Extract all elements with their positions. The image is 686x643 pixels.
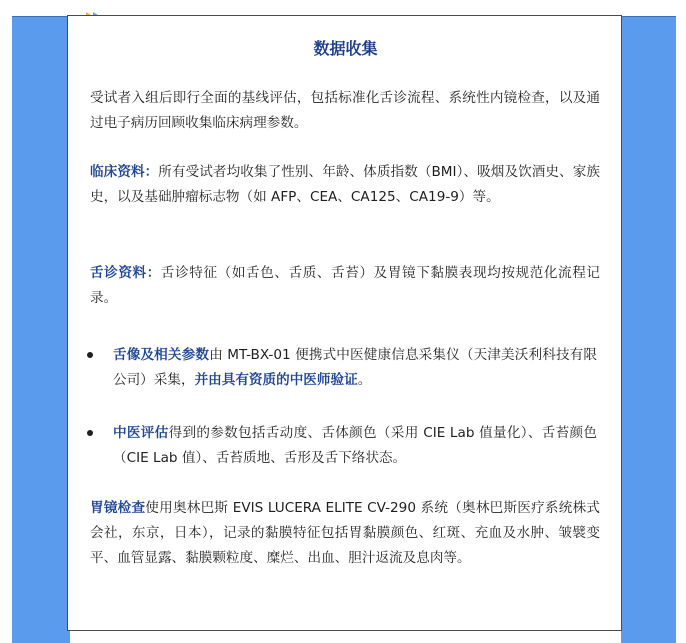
- intro-paragraph: [90, 86, 600, 136]
- left-blue-band: [12, 16, 70, 643]
- clinical-text: 所有受试者均收集了性别、年龄、体质指数（BMI）、吸烟及饮酒史、家族史，以及基础肿瘤标志物（如 AFP、CEA、CA125、CA19-9）等。: [90, 164, 600, 205]
- clinical-label: 临床资料：: [90, 164, 159, 180]
- clinical-paragraph: [90, 160, 600, 210]
- right-blue-band: [621, 16, 676, 643]
- gastroscopy-label: 胃镜检查: [90, 500, 146, 516]
- list-item-tcm-assessment: [113, 421, 597, 471]
- tcm-assessment-text: 得到的参数包括舌动度、舌体颜色（采用 CIE Lab 值量化）、舌苔颜色（CIE Lab 值）、舌苔质地、舌形及舌下络状态。: [113, 425, 597, 466]
- content-card: [67, 15, 622, 631]
- tongue-image-emphasis: 并由具有资质的中医师验证: [194, 372, 358, 388]
- gastroscopy-paragraph: [90, 496, 600, 571]
- list-item-tongue-image: [113, 343, 597, 393]
- tongue-image-label: 舌像及相关参数: [113, 347, 210, 363]
- tongue-image-text: 由 MT-BX-01 便携式中医健康信息采集仪（天津美沃利科技有限公司）采集，: [113, 347, 598, 388]
- tongue-image-tail: 。: [357, 372, 372, 388]
- bullet-dot: [87, 352, 93, 358]
- tcm-assessment-label: 中医评估: [113, 425, 169, 441]
- gastroscopy-text: 使用奥林巴斯 EVIS LUCERA ELITE CV-290 系统（奥林巴斯医疗系统株式会社，东京，日本），记录的黏膜特征包括胃黏膜颜色、红斑、充血及水肿、皱襞变平、血管显露、黏膜颗粒度、糜烂、出血、胆汁返流及息肉等。: [90, 500, 600, 566]
- tongue-text: 舌诊特征（如舌色、舌质、舌苔）及胃镜下黏膜表现均按规范化流程记录。: [90, 265, 601, 306]
- tongue-label: 舌诊资料：: [90, 265, 161, 281]
- intro-text: 受试者入组后即行全面的基线评估，包括标准化舌诊流程、系统性内镜检查，以及通过电子病历回顾收集临床病理参数。: [90, 90, 600, 131]
- bullet-dot: [87, 430, 93, 436]
- tongue-paragraph: [90, 261, 600, 311]
- section-title: 数据收集: [313, 39, 378, 58]
